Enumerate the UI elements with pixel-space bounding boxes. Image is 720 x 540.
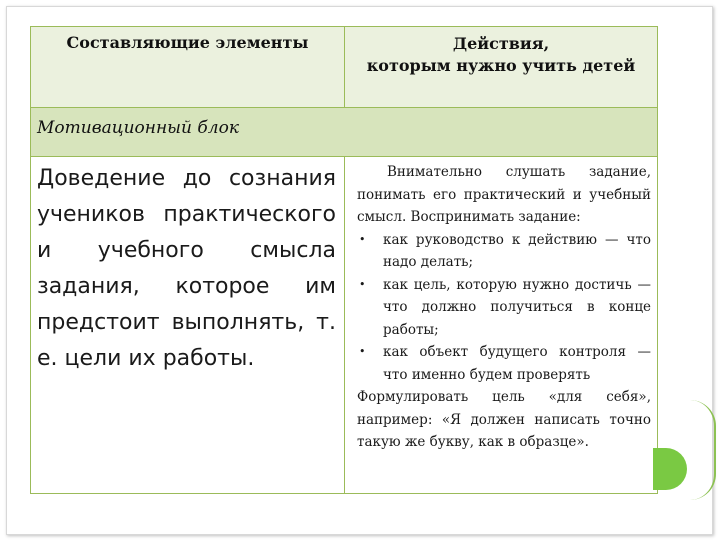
bullet-icon: • <box>359 277 366 291</box>
list-item-text: как цель, которую нужно достичь — что должно получиться в конце работы; <box>383 276 651 338</box>
list-item-text: как объект будущего контроля — что именно будем проверять <box>383 344 651 383</box>
header-actions-line1: Действия, <box>452 34 550 53</box>
bullet-icon: • <box>359 232 366 246</box>
list-item <box>359 229 651 274</box>
header-components-label: Составляющие элементы <box>66 33 309 52</box>
list-item <box>359 341 651 386</box>
right-cell <box>345 157 657 493</box>
right-intro: Внимательно слушать задание, понимать его практический и учебный смысл. Воспринимать задание: <box>357 164 651 225</box>
header-components <box>31 27 345 107</box>
section-title: Мотивационный блок <box>37 118 239 138</box>
list-item-text: как руководство к действию — что надо делать; <box>383 231 651 270</box>
content-table <box>30 26 658 494</box>
right-outro: Формулировать цель «для себя», например: «Я должен написать точно такую же букву, как в образце». <box>357 389 651 450</box>
header-actions-line2: которым нужно учить детей <box>366 56 636 75</box>
list-item <box>359 274 651 342</box>
decorative-curve <box>690 400 716 500</box>
actions-list <box>357 229 651 387</box>
section-title-row <box>31 107 657 157</box>
bullet-icon: • <box>359 345 366 358</box>
header-actions <box>345 27 657 107</box>
left-cell-text: Доведение до сознания учеников практического и учебного смысла задания, которое им предстоит выполнять, т. е. цели их работы. <box>31 157 345 493</box>
